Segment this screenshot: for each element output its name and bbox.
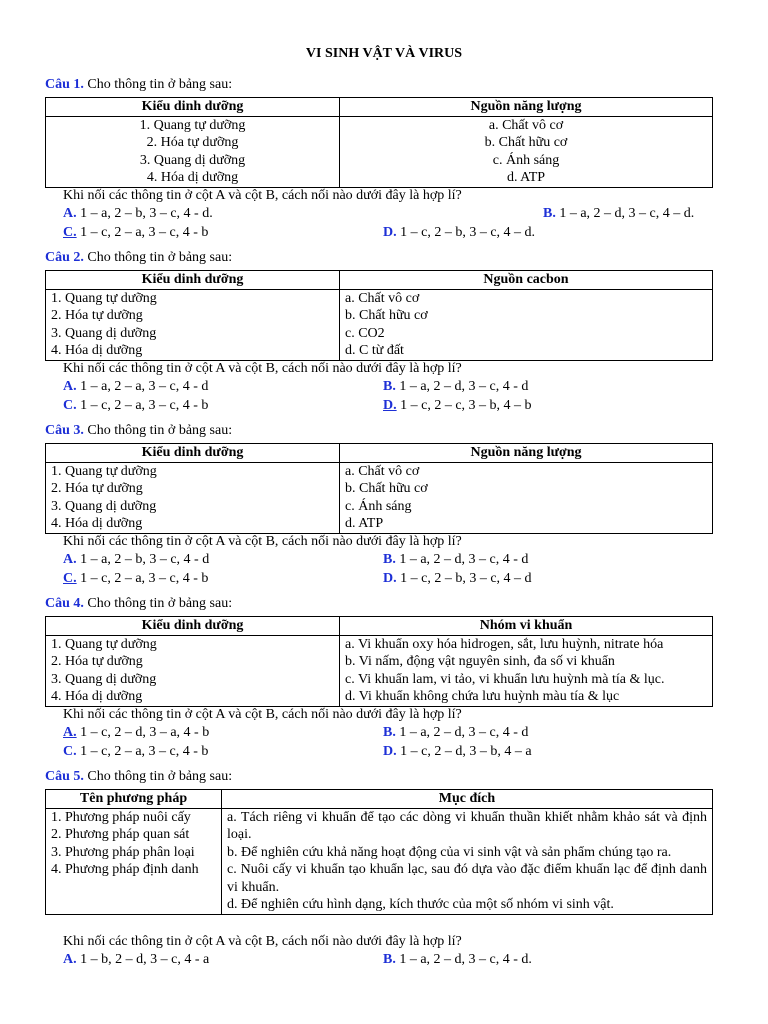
table-cell: c. Ánh sáng bbox=[340, 498, 713, 516]
question-2-heading bbox=[45, 250, 232, 266]
table-cell-methods bbox=[46, 808, 222, 914]
question-5-option-b[interactable]: B. 1 – a, 2 – d, 3 – c, 4 - d. bbox=[383, 952, 532, 967]
table-cell: a. Chất vô cơ bbox=[340, 289, 713, 307]
table-header-a: Tên phương pháp bbox=[46, 790, 222, 809]
question-5-option-a[interactable]: A. 1 – b, 2 – d, 3 – c, 4 - a bbox=[63, 952, 210, 967]
method-item: 1. Phương pháp nuôi cấy bbox=[51, 809, 191, 825]
table-cell: b. Chất hữu cơ bbox=[340, 307, 713, 325]
question-1-prompt: Khi nối các thông tin ở cột A và cột B, cách nối nào dưới đây là hợp lí? bbox=[63, 188, 462, 203]
page-title: VI SINH VẬT VÀ VIRUS bbox=[305, 46, 463, 61]
table-cell: 4. Hóa dị dưỡng bbox=[46, 342, 340, 360]
question-2-option-d[interactable]: D. 1 – c, 2 – c, 3 – b, 4 – b bbox=[383, 398, 532, 413]
question-2-intro: Cho thông tin ở bảng sau: bbox=[83, 250, 233, 265]
question-5-label: Câu 5. bbox=[45, 769, 84, 784]
table-header-b: Nguồn năng lượng bbox=[340, 444, 713, 463]
table-header-a: Kiểu dinh dưỡng bbox=[46, 444, 340, 463]
question-4-option-d[interactable]: D. 1 – c, 2 – d, 3 – b, 4 – a bbox=[383, 744, 532, 759]
question-4-option-c[interactable]: C. 1 – c, 2 – a, 3 – c, 4 - b bbox=[63, 744, 209, 759]
table-header-b: Nguồn cacbon bbox=[340, 271, 713, 290]
question-4-prompt: Khi nối các thông tin ở cột A và cột B, cách nối nào dưới đây là hợp lí? bbox=[63, 707, 462, 722]
question-4-intro: Cho thông tin ở bảng sau: bbox=[83, 596, 233, 611]
table-cell: 4. Hóa dị dưỡng bbox=[46, 169, 340, 187]
table-cell: 3. Quang dị dưỡng bbox=[46, 498, 340, 516]
table-header-b: Nguồn năng lượng bbox=[340, 98, 713, 117]
table-cell: 1. Quang tự dưỡng bbox=[46, 116, 340, 134]
purpose-item: a. Tách riêng vi khuẩn để tạo các dòng vi khuẩn thuần khiết nhằm khảo sát và định loại. bbox=[227, 809, 707, 842]
question-3-prompt: Khi nối các thông tin ở cột A và cột B, cách nối nào dưới đây là hợp lí? bbox=[63, 534, 462, 549]
question-3-intro: Cho thông tin ở bảng sau: bbox=[83, 423, 233, 438]
table-header-b: Mục đích bbox=[222, 790, 713, 809]
method-item: 4. Phương pháp định danh bbox=[51, 862, 199, 877]
table-cell: b. Vi nấm, động vật nguyên sinh, đa số vi khuẩn bbox=[340, 653, 713, 671]
question-2-option-c[interactable]: C. 1 – c, 2 – a, 3 – c, 4 - b bbox=[63, 398, 209, 413]
table-cell: 1. Quang tự dưỡng bbox=[46, 462, 340, 480]
question-2-table bbox=[45, 270, 713, 361]
table-cell: 4. Hóa dị dưỡng bbox=[46, 688, 340, 706]
question-4-option-b[interactable]: B. 1 – a, 2 – d, 3 – c, 4 - d bbox=[383, 725, 529, 740]
table-cell: 2. Hóa tự dưỡng bbox=[46, 307, 340, 325]
table-cell: d. ATP bbox=[340, 169, 713, 187]
question-2-option-a[interactable]: A. 1 – a, 2 – a, 3 – c, 4 - d bbox=[63, 379, 209, 394]
table-header-a: Kiểu dinh dưỡng bbox=[46, 98, 340, 117]
table-cell: d. Vi khuẩn không chứa lưu huỳnh màu tía & lục bbox=[340, 688, 713, 706]
question-2-prompt: Khi nối các thông tin ở cột A và cột B, cách nối nào dưới đây là hợp lí? bbox=[63, 361, 462, 376]
question-5-heading bbox=[45, 769, 232, 785]
table-cell: 1. Quang tự dưỡng bbox=[46, 289, 340, 307]
table-cell: a. Vi khuẩn oxy hóa hidrogen, sắt, lưu huỳnh, nitrate hóa bbox=[340, 635, 713, 653]
method-item: 3. Phương pháp phân loại bbox=[51, 844, 195, 860]
question-3-option-c[interactable]: C. 1 – c, 2 – a, 3 – c, 4 - b bbox=[63, 571, 209, 586]
table-cell: b. Chất hữu cơ bbox=[340, 134, 713, 152]
table-cell: c. Vi khuẩn lam, vi tảo, vi khuẩn lưu huỳnh mà tía & lục. bbox=[340, 671, 713, 689]
question-3-option-b[interactable]: B. 1 – a, 2 – d, 3 – c, 4 - d bbox=[383, 552, 529, 567]
table-cell: 2. Hóa tự dưỡng bbox=[46, 653, 340, 671]
table-header-a: Kiểu dinh dưỡng bbox=[46, 617, 340, 636]
purpose-item: c. Nuôi cấy vi khuẩn tạo khuẩn lạc, sau đó dựa vào đặc điểm khuẩn lạc để định danh vi khuẩn. bbox=[227, 862, 707, 895]
method-item: 2. Phương pháp quan sát bbox=[51, 827, 190, 842]
table-cell-purposes bbox=[222, 808, 713, 914]
question-1-heading bbox=[45, 77, 232, 93]
question-3-label: Câu 3. bbox=[45, 423, 84, 438]
table-cell: 4. Hóa dị dưỡng bbox=[46, 515, 340, 533]
question-1-option-d[interactable]: D. 1 – c, 2 – b, 3 – c, 4 – d. bbox=[383, 225, 536, 240]
question-2-label: Câu 2. bbox=[45, 250, 84, 265]
table-cell: c. Ánh sáng bbox=[340, 152, 713, 170]
question-4-option-a[interactable]: A. 1 – c, 2 – d, 3 – a, 4 - b bbox=[63, 725, 210, 740]
table-cell: 3. Quang dị dưỡng bbox=[46, 325, 340, 343]
table-cell: 2. Hóa tự dưỡng bbox=[46, 134, 340, 152]
question-1-table bbox=[45, 97, 713, 188]
question-1-option-b[interactable]: B. 1 – a, 2 – d, 3 – c, 4 – d. bbox=[543, 206, 695, 221]
table-header-a: Kiểu dinh dưỡng bbox=[46, 271, 340, 290]
table-cell: c. CO2 bbox=[340, 325, 713, 343]
table-cell: 3. Quang dị dưỡng bbox=[46, 152, 340, 170]
question-1-intro: Cho thông tin ở bảng sau: bbox=[83, 77, 233, 92]
question-4-table bbox=[45, 616, 713, 707]
purpose-item: d. Để nghiên cứu hình dạng, kích thước của một số nhóm vi sinh vật. bbox=[227, 897, 614, 912]
question-1-label: Câu 1. bbox=[45, 77, 84, 92]
question-3-option-a[interactable]: A. 1 – a, 2 – b, 3 – c, 4 - d bbox=[63, 552, 210, 567]
table-cell: 3. Quang dị dưỡng bbox=[46, 671, 340, 689]
purpose-item: b. Để nghiên cứu khả năng hoạt động của vi sinh vật và sản phẩm chúng tạo ra. bbox=[227, 844, 672, 860]
question-3-option-d[interactable]: D. 1 – c, 2 – b, 3 – c, 4 – d bbox=[383, 571, 532, 586]
table-cell: d. C từ đất bbox=[340, 342, 713, 360]
table-cell: d. ATP bbox=[340, 515, 713, 533]
question-1-option-a[interactable]: A. 1 – a, 2 – b, 3 – c, 4 - d. bbox=[63, 206, 213, 221]
question-3-heading bbox=[45, 423, 232, 439]
question-3-table bbox=[45, 443, 713, 534]
table-cell: 1. Quang tự dưỡng bbox=[46, 635, 340, 653]
table-header-b: Nhóm vi khuẩn bbox=[340, 617, 713, 636]
question-2-option-b[interactable]: B. 1 – a, 2 – d, 3 – c, 4 - d bbox=[383, 379, 529, 394]
question-4-label: Câu 4. bbox=[45, 596, 84, 611]
question-1-option-c[interactable]: C. 1 – c, 2 – a, 3 – c, 4 - b bbox=[63, 225, 209, 240]
table-cell: b. Chất hữu cơ bbox=[340, 480, 713, 498]
table-cell: a. Chất vô cơ bbox=[340, 116, 713, 134]
question-5-table bbox=[45, 789, 713, 915]
table-cell: 2. Hóa tự dưỡng bbox=[46, 480, 340, 498]
table-cell: a. Chất vô cơ bbox=[340, 462, 713, 480]
question-5-intro: Cho thông tin ở bảng sau: bbox=[83, 769, 233, 784]
question-4-heading bbox=[45, 596, 232, 612]
question-5-prompt: Khi nối các thông tin ở cột A và cột B, cách nối nào dưới đây là hợp lí? bbox=[63, 934, 462, 949]
